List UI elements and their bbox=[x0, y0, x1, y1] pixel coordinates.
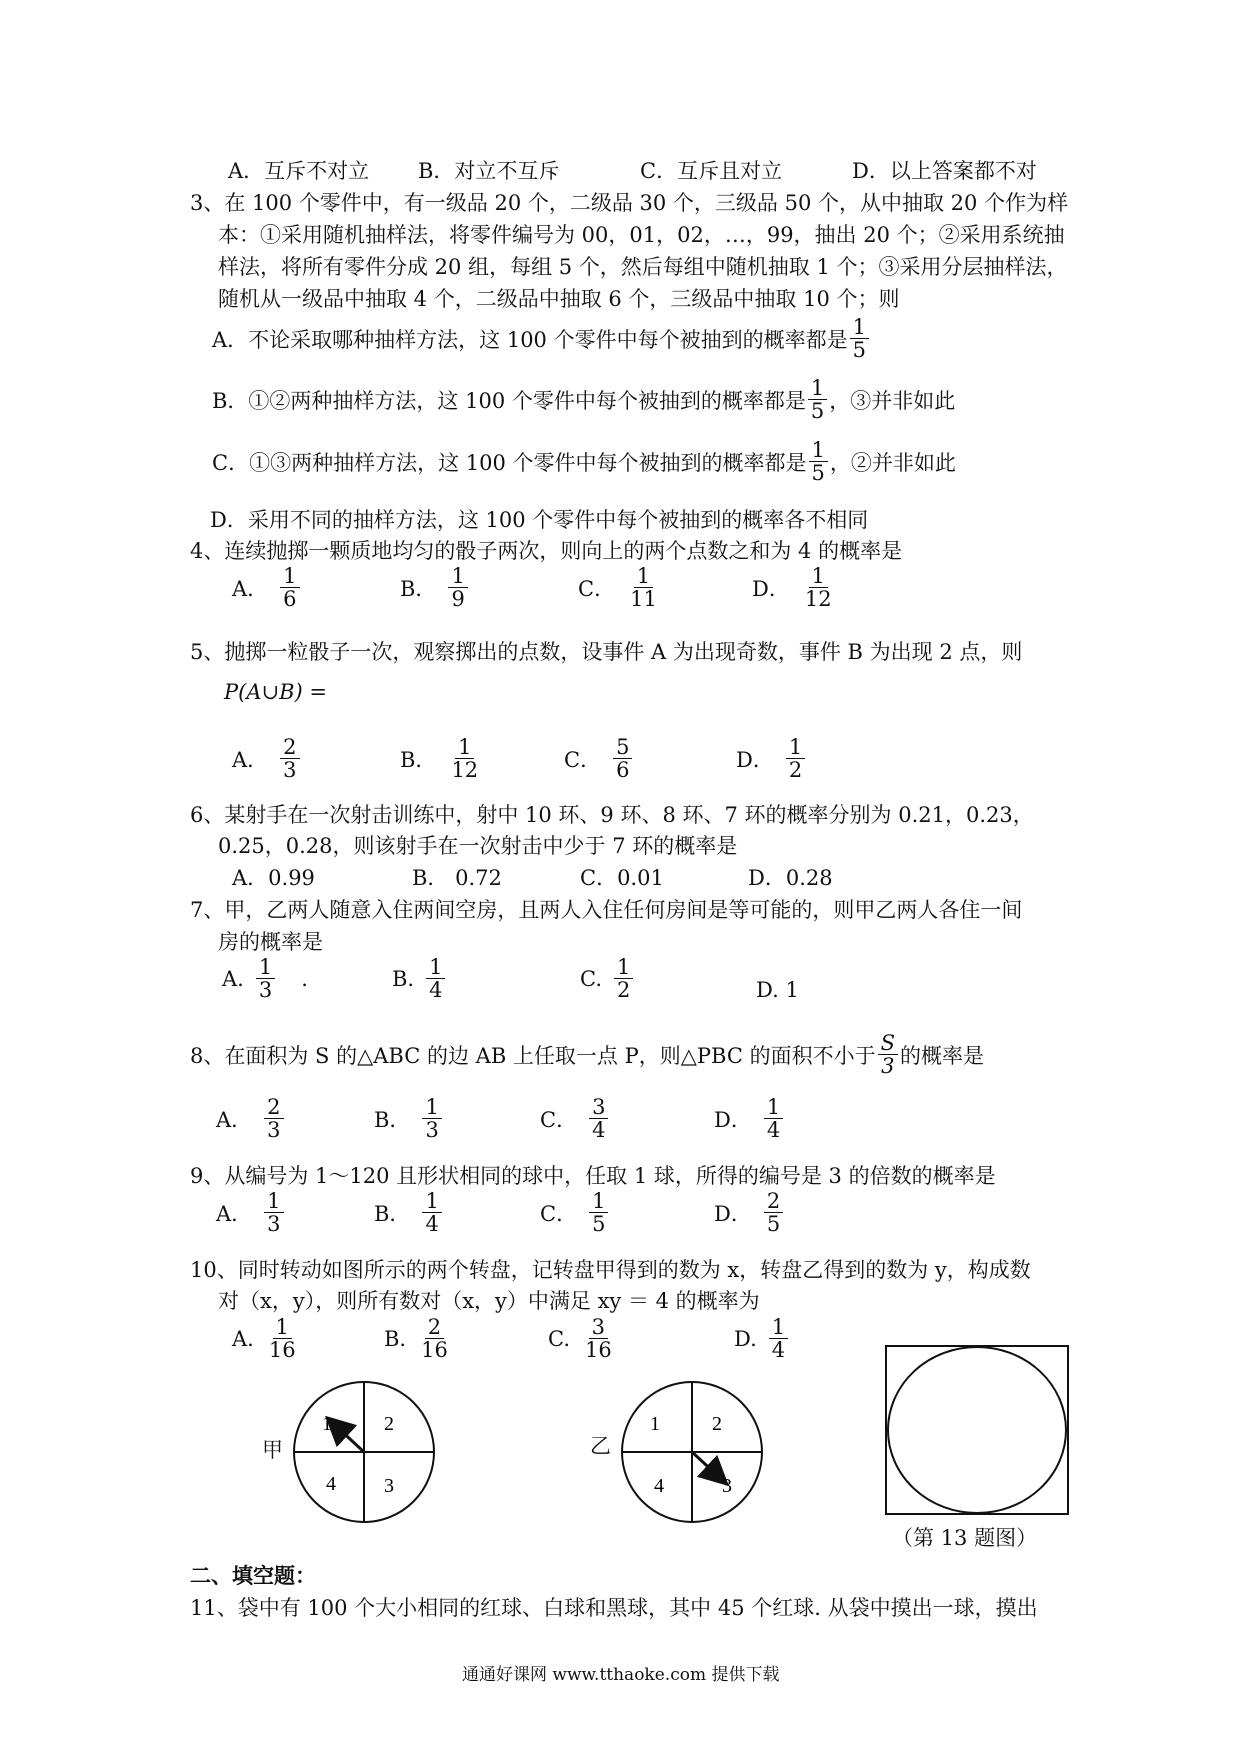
fraction-numerator: 2 bbox=[280, 736, 299, 759]
q6-option-c: C．0.01 bbox=[580, 866, 664, 890]
q5-option-c bbox=[564, 736, 634, 781]
fraction-numerator: 1 bbox=[808, 377, 827, 400]
fraction-numerator: 1 bbox=[764, 1096, 783, 1119]
option-label: D． bbox=[736, 747, 774, 772]
q3-option-c bbox=[212, 439, 956, 484]
fraction-denominator: 3 bbox=[258, 978, 273, 1003]
fraction-numerator: 1 bbox=[455, 736, 474, 759]
q5-option-a bbox=[232, 736, 302, 781]
q2-option-a: A．互斥不对立 bbox=[228, 159, 370, 183]
fraction-numerator: 2 bbox=[264, 1096, 283, 1119]
wheel-2-num-3: 3 bbox=[722, 1475, 732, 1497]
fraction-numerator: 1 bbox=[280, 565, 299, 588]
q3-line-3: 样法，将所有零件分成 20 组，每组 5 个，然后每组中随机抽取 1 个；③采用分层抽样法， bbox=[218, 255, 1068, 279]
option-label: C． bbox=[564, 747, 602, 772]
fraction-denominator: 4 bbox=[766, 1118, 781, 1143]
fraction-denominator: 4 bbox=[425, 1212, 439, 1237]
fraction-numerator: 1 bbox=[786, 736, 805, 759]
fraction-numerator: 1 bbox=[809, 565, 828, 588]
fraction-denominator: 6 bbox=[283, 587, 297, 612]
fraction-denominator: 4 bbox=[429, 978, 443, 1003]
fraction-numerator: 2 bbox=[764, 1190, 783, 1213]
fraction-denominator: 11 bbox=[630, 587, 657, 612]
option-label: C. bbox=[548, 1326, 570, 1351]
option-label: D． bbox=[714, 1201, 752, 1226]
q10-line-2: 对（x，y），则所有数对（x，y）中满足 xy ＝ 4 的概率为 bbox=[218, 1289, 760, 1313]
fraction-denominator: 3 bbox=[283, 758, 297, 783]
fraction-numerator: 1 bbox=[426, 956, 445, 979]
q4-option-b bbox=[400, 565, 470, 610]
option-label: B． bbox=[374, 1107, 411, 1132]
fraction-numerator: 1 bbox=[634, 565, 653, 588]
fraction-denominator: 16 bbox=[421, 1338, 448, 1363]
fraction-numerator: 5 bbox=[613, 736, 632, 759]
fraction-denominator: 6 bbox=[616, 758, 630, 783]
fraction-numerator: 2 bbox=[425, 1316, 444, 1339]
q6-line-2: 0.25，0.28，则该射手在一次射击中少于 7 环的概率是 bbox=[218, 834, 738, 858]
q9-option-c bbox=[540, 1190, 610, 1235]
q2-option-d: D．以上答案都不对 bbox=[852, 159, 1037, 183]
option-label: A. bbox=[232, 1326, 254, 1351]
q4-option-d bbox=[752, 565, 837, 610]
fraction-numerator: 1 bbox=[769, 1316, 788, 1339]
q7-line-2: 房的概率是 bbox=[218, 930, 323, 954]
option-label: B． bbox=[400, 747, 437, 772]
q4-option-c bbox=[578, 565, 662, 610]
q8-stem-text: 8、在面积为 S 的△ABC 的边 AB 上任取一点 P，则△PBC 的面积不小于 bbox=[190, 1043, 876, 1068]
q5-option-d bbox=[736, 736, 807, 781]
q10-option-b bbox=[384, 1316, 453, 1361]
option-label: B． bbox=[400, 576, 437, 601]
option-label: C． bbox=[540, 1201, 578, 1226]
q3-option-c-fraction bbox=[809, 439, 828, 484]
q7-option-b bbox=[392, 956, 447, 1001]
fraction-numerator: S bbox=[878, 1032, 898, 1055]
q3-line-2: 本：①采用随机抽样法，将零件编号为 00，01，02，…，99，抽出 20 个；②采用系统抽 bbox=[218, 223, 1065, 247]
q9-option-d bbox=[714, 1190, 785, 1235]
q9-stem: 9、从编号为 1～120 且形状相同的球中，任取 1 球，所得的编号是 3 的倍数的概率是 bbox=[190, 1164, 996, 1188]
wheel-1-num-1: 1 bbox=[322, 1413, 332, 1435]
q3-option-b bbox=[212, 377, 955, 422]
option-label: C. bbox=[580, 966, 602, 991]
wheel-2-num-2: 2 bbox=[712, 1413, 722, 1435]
option-label: A． bbox=[232, 576, 269, 601]
wheel-1-figure bbox=[292, 1380, 436, 1524]
option-label: C． bbox=[578, 576, 616, 601]
q3-option-a-fraction bbox=[850, 316, 869, 361]
wheel-1-num-2: 2 bbox=[384, 1413, 394, 1435]
fraction-numerator: 3 bbox=[589, 1096, 608, 1119]
fraction-numerator: 1 bbox=[256, 956, 275, 979]
fraction-denominator: 5 bbox=[852, 338, 866, 363]
fraction-numerator: 1 bbox=[422, 1190, 441, 1213]
fraction-denominator: 5 bbox=[592, 1212, 606, 1237]
fraction-numerator: 1 bbox=[809, 439, 828, 462]
wheel-1-name: 甲 bbox=[262, 1438, 283, 1462]
fraction-numerator: 1 bbox=[273, 1316, 292, 1339]
q9-option-a bbox=[216, 1190, 286, 1235]
q7-option-d: D. 1 bbox=[756, 978, 799, 1002]
q5-expression: P(A∪B) = bbox=[224, 680, 327, 704]
fraction-denominator: 3 bbox=[267, 1212, 281, 1237]
q3-option-a bbox=[212, 316, 871, 361]
wheel-2-num-1: 1 bbox=[650, 1413, 660, 1435]
fraction-numerator: 1 bbox=[422, 1096, 441, 1119]
fraction-denominator: 3 bbox=[425, 1118, 439, 1143]
option-label: B. bbox=[384, 1326, 407, 1351]
q6-option-b: B． 0.72 bbox=[412, 866, 502, 890]
fraction-denominator: 4 bbox=[592, 1118, 606, 1143]
q3-option-a-text: A．不论采取哪种抽样方法，这 100 个零件中每个被抽到的概率都是 bbox=[212, 327, 848, 352]
wheel-1-num-4: 4 bbox=[326, 1473, 336, 1495]
q8-option-a bbox=[216, 1096, 286, 1141]
q10-option-c bbox=[548, 1316, 617, 1361]
fraction-denominator: 3 bbox=[881, 1054, 895, 1079]
pointer-arrow bbox=[336, 1426, 364, 1452]
q7-line-1: 7、甲，乙两人随意入住两间空房，且两人入住任何房间是等可能的，则甲乙两人各住一间 bbox=[190, 898, 1023, 922]
q8-stem bbox=[190, 1032, 984, 1077]
q8-option-d bbox=[714, 1096, 785, 1141]
q8-option-b bbox=[374, 1096, 444, 1141]
q2-option-b: B．对立不互斥 bbox=[418, 159, 560, 183]
q2-option-c: C．互斥且对立 bbox=[640, 159, 783, 183]
q7-option-a bbox=[222, 956, 308, 1001]
option-label: A． bbox=[216, 1107, 253, 1132]
option-label: A． bbox=[216, 1201, 253, 1226]
q3-option-c-tail: ，②并非如此 bbox=[829, 450, 956, 475]
fraction-numerator: 1 bbox=[850, 316, 869, 339]
wheel-2-figure bbox=[620, 1380, 764, 1524]
option-label: A. bbox=[222, 966, 244, 991]
fraction-numerator: 1 bbox=[264, 1190, 283, 1213]
fraction-denominator: 5 bbox=[766, 1212, 781, 1237]
fraction-denominator: 5 bbox=[811, 461, 825, 486]
q3-option-b-fraction bbox=[808, 377, 827, 422]
fraction-denominator: 9 bbox=[451, 587, 465, 612]
q3-line-1: 3、在 100 个零件中，有一级品 20 个，二级品 30 个，三级品 50 个，从中抽取 20 个作为样 bbox=[190, 191, 1069, 215]
wheel-2-name: 乙 bbox=[590, 1434, 611, 1458]
option-label: B. bbox=[392, 966, 415, 991]
section-2-heading: 二、填空题： bbox=[190, 1564, 316, 1588]
q3-line-4: 随机从一级品中抽取 4 个，二级品中抽取 6 个，三级品中抽取 10 个；则 bbox=[218, 287, 900, 311]
option-label: B． bbox=[374, 1201, 411, 1226]
q8-stem-tail: 的概率是 bbox=[899, 1043, 984, 1068]
wheel-2-num-4: 4 bbox=[654, 1475, 664, 1497]
q8-option-c bbox=[540, 1096, 610, 1141]
fraction-numerator: 1 bbox=[614, 956, 633, 979]
option-tail: . bbox=[301, 966, 308, 991]
fraction-denominator: 5 bbox=[810, 399, 825, 424]
q10-line-1: 10、同时转动如图所示的两个转盘，记转盘甲得到的数为 x，转盘乙得到的数为 y，构成数 bbox=[190, 1258, 1031, 1282]
option-label: C． bbox=[540, 1107, 578, 1132]
q3-option-c-text: C．①③两种抽样方法，这 100 个零件中每个被抽到的概率都是 bbox=[212, 450, 807, 475]
fraction-denominator: 16 bbox=[585, 1338, 612, 1363]
q11-stem: 11、袋中有 100 个大小相同的红球、白球和黑球，其中 45 个红球. 从袋中摸出一球，摸出 bbox=[190, 1596, 1038, 1620]
pointer-arrow bbox=[692, 1452, 718, 1476]
q6-option-a: A．0.99 bbox=[232, 866, 315, 890]
q6-option-d: D．0.28 bbox=[748, 866, 833, 890]
fraction-numerator: 1 bbox=[448, 565, 467, 588]
q10-option-d bbox=[734, 1316, 790, 1361]
fraction-denominator: 2 bbox=[788, 758, 803, 783]
fraction-denominator: 4 bbox=[771, 1338, 786, 1363]
option-label: D． bbox=[752, 576, 790, 601]
page-footer: 通通好课网 www.tthaoke.com 提供下载 bbox=[462, 1665, 780, 1685]
q5-option-b bbox=[400, 736, 483, 781]
option-label: A． bbox=[232, 747, 269, 772]
fraction-denominator: 12 bbox=[451, 758, 479, 783]
figure-13-square-circle bbox=[884, 1344, 1070, 1516]
q9-option-b bbox=[374, 1190, 444, 1235]
q4-stem: 4、连续抛掷一颗质地均匀的骰子两次，则向上的两个点数之和为 4 的概率是 bbox=[190, 539, 903, 563]
q10-option-a bbox=[232, 1316, 301, 1361]
q6-line-1: 6、某射手在一次射击训练中，射中 10 环、9 环、8 环、7 环的概率分别为 0.21，0.23， bbox=[190, 803, 1034, 827]
option-label: D. bbox=[734, 1326, 757, 1351]
fraction-denominator: 2 bbox=[617, 978, 631, 1003]
q7-option-c bbox=[580, 956, 635, 1001]
fraction-numerator: 1 bbox=[589, 1190, 608, 1213]
fraction-denominator: 12 bbox=[804, 587, 832, 612]
figure-13-caption: （第 13 题图） bbox=[892, 1526, 1038, 1550]
q3-option-b-text: B．①②两种抽样方法，这 100 个零件中每个被抽到的概率都是 bbox=[212, 388, 806, 413]
fraction-numerator: 3 bbox=[589, 1316, 608, 1339]
q5-stem: 5、抛掷一粒骰子一次，观察掷出的点数，设事件 A 为出现奇数，事件 B 为出现 2 点，则 bbox=[190, 640, 1023, 664]
q3-option-d: D．采用不同的抽样方法，这 100 个零件中每个被抽到的概率各不相同 bbox=[210, 508, 869, 532]
wheel-1-num-3: 3 bbox=[384, 1475, 394, 1497]
fraction-denominator: 3 bbox=[267, 1118, 281, 1143]
fraction-denominator: 16 bbox=[268, 1338, 296, 1363]
q3-option-b-tail: ，③并非如此 bbox=[829, 388, 956, 413]
option-label: D． bbox=[714, 1107, 752, 1132]
q4-option-a bbox=[232, 565, 302, 610]
